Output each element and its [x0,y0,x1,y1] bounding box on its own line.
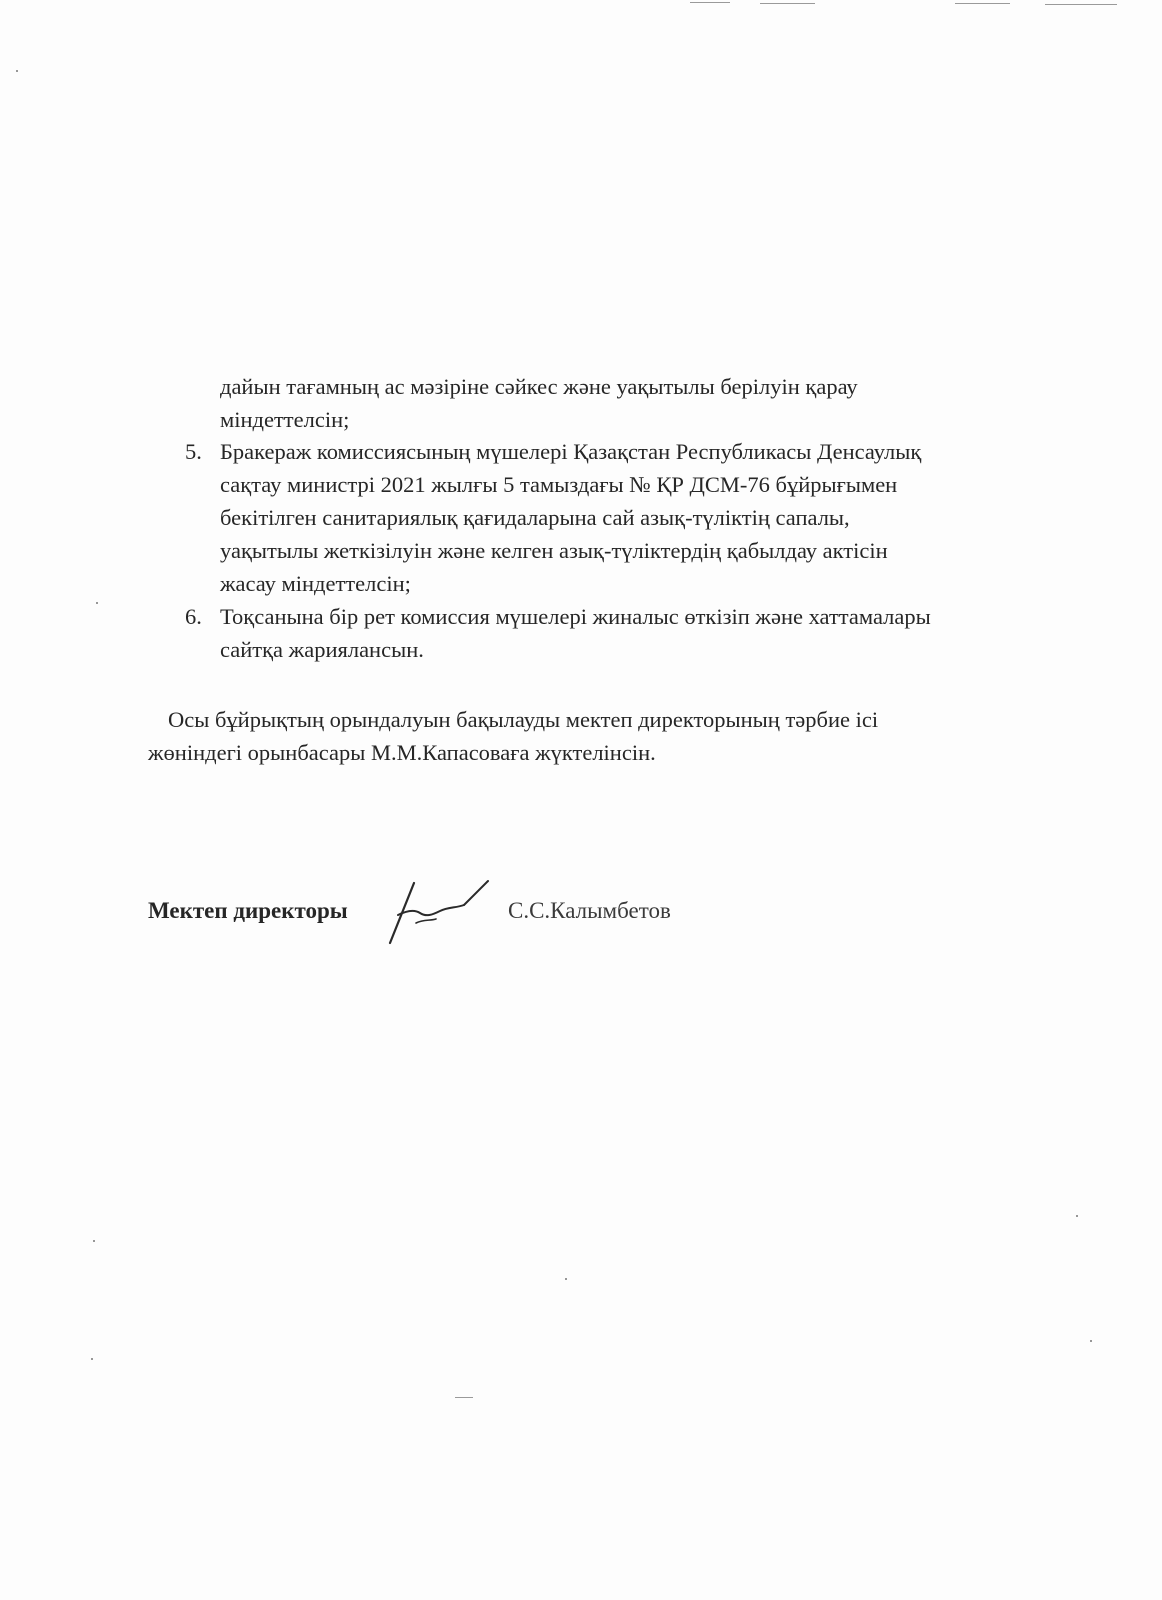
signatory-title: Мектеп директоры [148,898,348,923]
list-item-body [220,600,1065,666]
scan-artifact [760,3,815,4]
item-4-continuation [220,370,1060,436]
text-line: жасау міндеттелсін; [220,571,411,596]
text-line: бекітілген санитариялық қағидаларына сай азық-түліктің сапалы, [220,505,850,530]
scan-speck [16,70,18,72]
signatory-name: С.С.Калымбетов [508,898,671,923]
text-line: сақтау министрі 2021 жылғы 5 тамыздағы № ҚР ДСМ-76 бұйрығымен [220,472,898,497]
text-line: Бракераж комиссиясының мүшелері Қазақстан Республикасы Денсаулық [220,439,922,464]
text-line: Тоқсанына бір рет комиссия мүшелері жиналыс өткізіп және хаттамалары [220,604,931,629]
scan-speck [1076,1215,1078,1217]
text-line: сайтқа жариялансын. [220,637,424,662]
handwritten-signature [376,875,506,950]
scan-artifact [455,1397,473,1398]
text-line: Осы бұйрықтың орындалуын бақылауды мектеп директорының тәрбие ісі [168,707,879,732]
list-number: 5. [185,439,202,464]
scan-artifact [1045,4,1117,5]
scan-artifact [955,3,1010,4]
scan-speck [565,1278,567,1280]
text-line: жөніндегі орынбасары М.М.Капасоваға жүктелінсін. [148,740,656,765]
text-line: дайын тағамның ас мәзіріне сәйкес және уақытылы берілуін қарау [220,374,858,399]
list-number: 6. [185,604,202,629]
scan-speck [91,1358,93,1360]
scan-speck [96,602,98,604]
text-line: уақытылы жеткізілуін және келген азық-түліктердің қабылдау актісін [220,538,888,563]
scan-artifact [690,2,730,3]
scan-speck [93,1240,95,1242]
list-item-body [220,435,1065,600]
control-paragraph [148,703,1048,769]
signature-block [148,893,848,953]
text-line: міндеттелсін; [220,407,350,432]
scan-speck [1090,1340,1092,1342]
